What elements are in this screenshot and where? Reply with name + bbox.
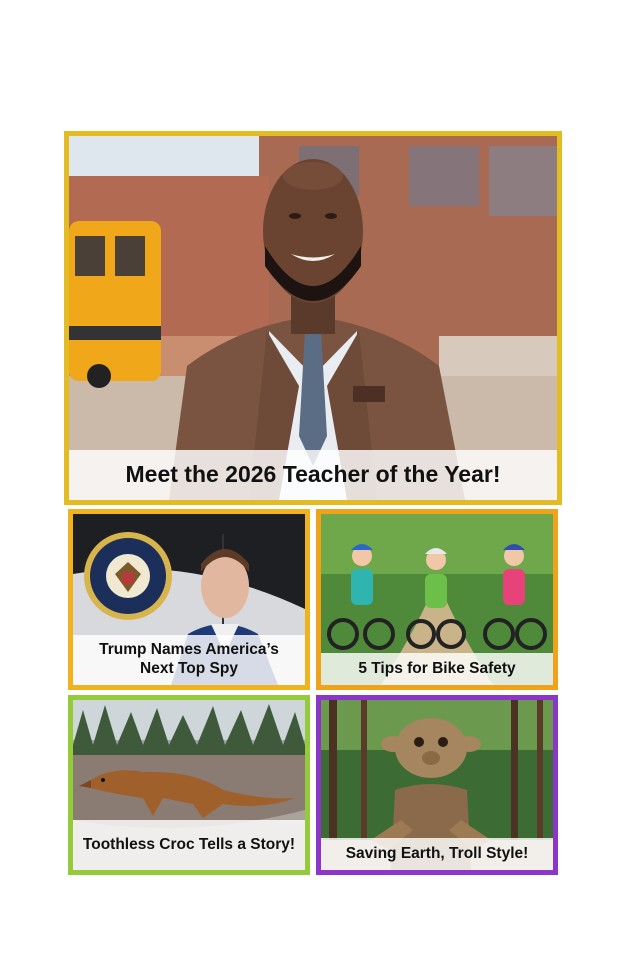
story-card-bike-safety[interactable] [316,509,558,690]
story-card-troll-style[interactable] [316,695,558,875]
story-title-bike-safety: 5 Tips for Bike Safety [321,653,553,685]
teacher-photo [69,136,557,500]
story-card-top-spy[interactable] [68,509,310,690]
story-title-troll-style: Saving Earth, Troll Style! [321,838,553,870]
featured-story-card[interactable] [64,131,562,505]
story-title-top-spy: Trump Names America’s Next Top Spy [73,635,305,685]
story-card-toothless-croc[interactable] [68,695,310,875]
story-title-toothless-croc: Toothless Croc Tells a Story! [73,820,305,870]
featured-story-title: Meet the 2026 Teacher of the Year! [69,450,557,500]
